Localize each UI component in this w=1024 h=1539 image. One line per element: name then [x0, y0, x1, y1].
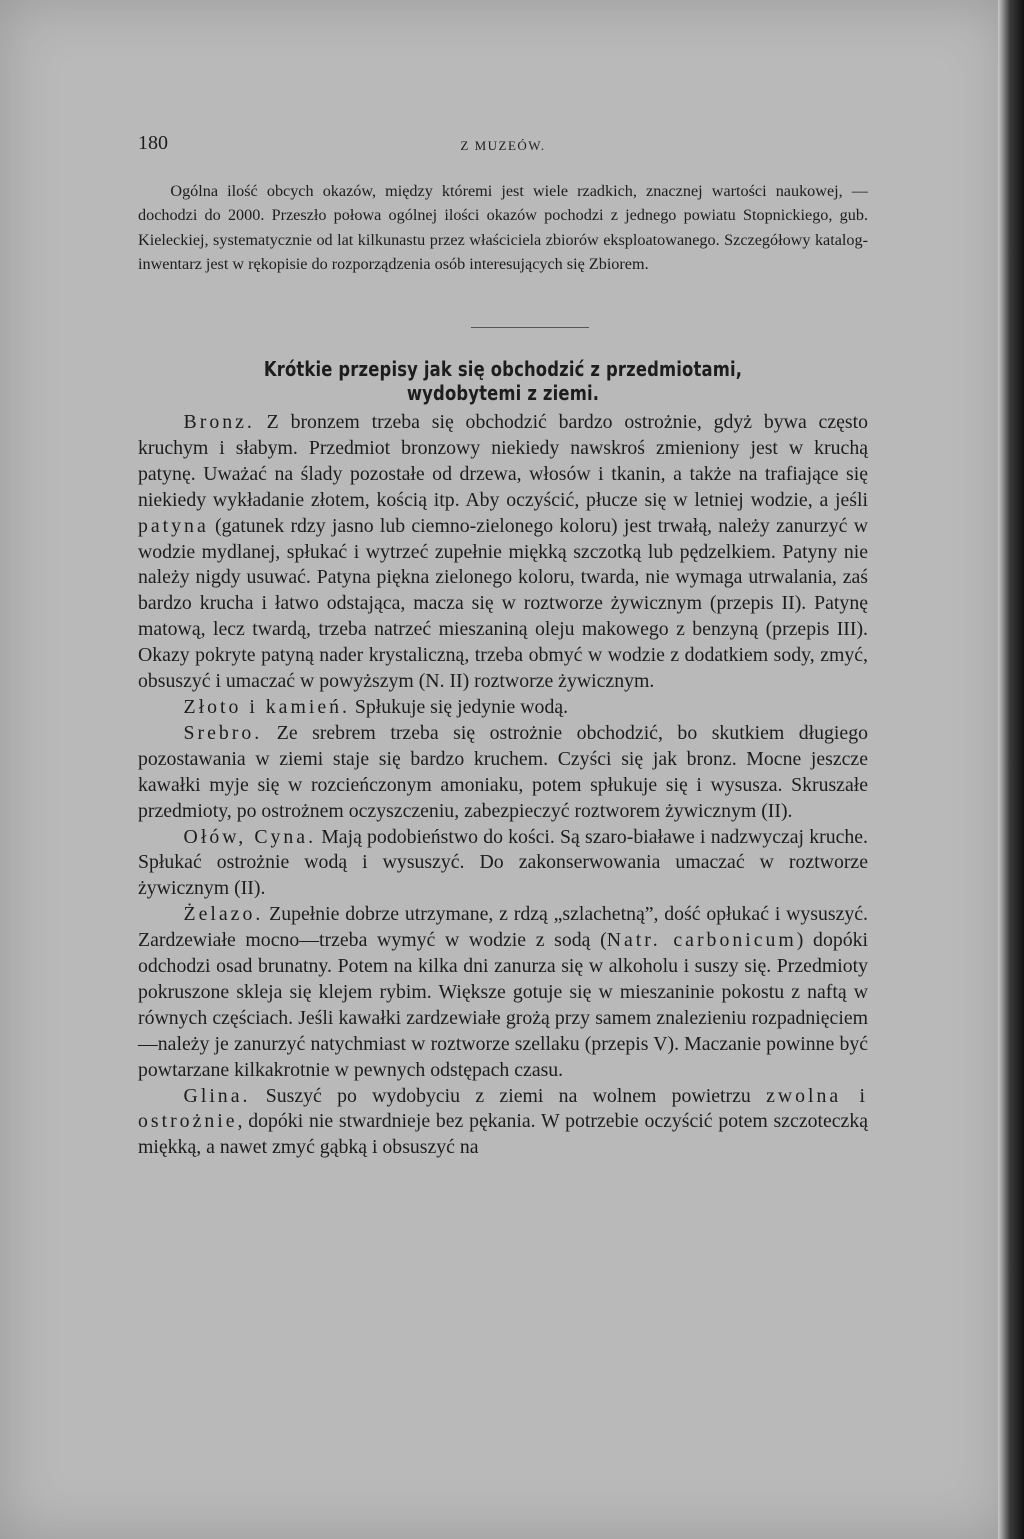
term-patyna: patyna — [138, 514, 209, 537]
paragraph-text: ) dopóki odchodzi osad brunatny. Potem na kilka dni zanurza się w alkoholu i suszy się. Przedmioty pokruszone skleja się klejem rybim. Większe gotuje się w mieszaninie pokostu z naftą w równych częściach. Jeśli kawałki zardzewiałe grożą przy samem znalezieniu rozpadnięciem—należy je zanurzyć natychmiast w roztworze szellaku (przepis V). Maczanie powinne być powtarzane kilkakrotnie w pewnych odstępach czasu. — [138, 929, 868, 1081]
running-head — [138, 132, 868, 162]
paragraph-srebro — [138, 721, 868, 825]
paragraph-glina — [138, 1084, 868, 1162]
paragraph-text: Ze srebrem trzeba się ostrożnie obchodzić, bo skutkiem długiego pozostawania w ziemi staje się bardzo kruchem. Czyści się jak bronz. Mocne jeszcze kawałki myje się w rozcieńczonym amoniaku, potem spłukuje się i wysusza. Skruszałe przedmioty, po ostrożnem oczyszczeniu, zabezpieczyć roztworem żywicznym (II). — [138, 721, 868, 822]
paragraph-text: , dopóki nie stwardnieje bez pękania. W potrzebie oczyścić potem szczoteczką miękką, a nawet zmyć gąbką i obsuszyć na — [138, 1110, 868, 1159]
page-number: 180 — [138, 132, 168, 154]
divider-rule — [471, 327, 589, 328]
paragraph-text: Zupełnie dobrze utrzymane, z rdzą „szlachetną”, dość opłukać i wysuszyć. Zardzewiałe mocno—trzeba wymyć w wodzie z sodą ( — [138, 903, 868, 952]
paragraph-olow — [138, 825, 868, 903]
term-srebro: Srebro. — [183, 721, 263, 744]
article-body — [138, 410, 868, 1161]
paragraph-bronz — [138, 410, 868, 695]
term-zwolna: zwolna i ostrożnie — [138, 1084, 868, 1133]
paragraph-zelazo — [138, 902, 868, 1083]
term-zloto: Złoto i kamień. — [183, 695, 350, 718]
paragraph-text: Suszyć po wydobyciu z ziemi na wolnem powietrzu — [250, 1084, 767, 1107]
term-bronz: Bronz. — [183, 411, 255, 433]
paragraph-text: (gatunek rdzy jasno lub ciemno-zielonego koloru) jest trwałą, należy zanurzyć w wodzie mydlanej, spłukać i wytrzeć zupełnie miękką szczotką lub pędzelkiem. Patyny nie należy nigdy usuwać. Patyna piękna zielonego koloru, twarda, nie wymaga utrwalania, zaś bardzo krucha i łatwo odstająca, macza się w roztworze żywicznym (przepis II). Patynę matową, lecz twardą, trzeba natrzeć mieszaniną oleju makowego z benzyną (przepis III). Okazy pokryte patyną nader krystaliczną, trzeba obmyć w wodzie z dodatkiem sody, zmyć, obsuszyć i umaczać w powyższym (N. II) roztworze żywicznym. — [138, 514, 868, 693]
intro-paragraph — [138, 179, 868, 276]
section-title: Z MUZEÓW. — [460, 138, 546, 153]
article-heading: Krótkie przepisy jak się obchodzić z przedmiotami, wydobytemi z ziemi. — [263, 357, 743, 405]
intro-text: Ogólna ilość obcych okazów, między któremi jest wiele rzadkich, znacznej wartości naukowej, — dochodzi do 2000. Przeszło połowa ogólnej ilości okazów pochodzi z jednego powiatu Stopnickiego, gub. Kieleckiej, systematycznie od lat kilkunastu przez właściciela zbiorów eksploatowanego. Szczegółowy katalog-inwentarz jest w rękopisie do rozporządzenia osób interesujących się Zbiorem. — [138, 182, 868, 273]
term-glina: Glina. — [183, 1084, 251, 1107]
paragraph-zloto — [138, 695, 868, 721]
paragraph-text: Spłukuje się jedynie wodą. — [349, 695, 569, 718]
term-natr: Natr. carbonicum — [606, 929, 797, 952]
paragraph-text: Mają podobieństwo do kości. Są szaro-białawe i nadzwyczaj kruche. Spłukać ostrożnie wodą i wysuszyć. Do zakonserwowania umaczać w roztworze żywicznym (II). — [138, 825, 868, 900]
term-olow: Ołów, Cyna. — [183, 825, 317, 848]
term-zelazo: Żelazo. — [183, 903, 264, 926]
book-spine-shadow — [998, 0, 1024, 1539]
paragraph-text: Z bronzem trzeba się obchodzić bardzo ostrożnie, gdyż bywa często kruchym i słabym. Przedmiot bronzowy niekiedy nawskroś zmieniony jest w kruchą patynę. Uważać na ślady pozostałe od drzewa, włosów i tkanin, a także na trafiające się niekiedy wykładanie złotem, kością itp. Aby oczyścić, płucze się w letniej wodzie, a jeśli — [138, 411, 868, 511]
